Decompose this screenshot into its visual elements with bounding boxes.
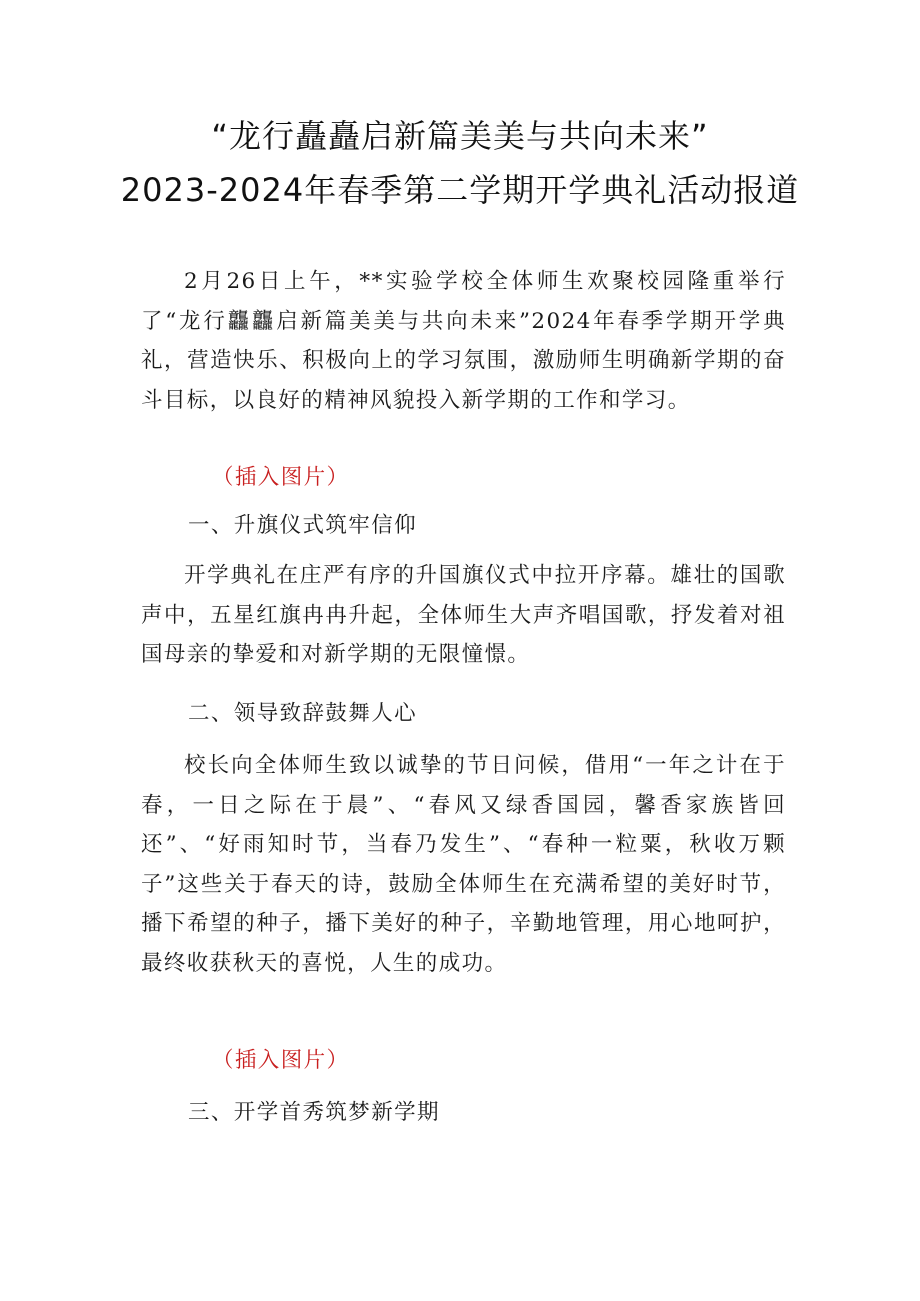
image-placeholder-1: （插入图片）	[212, 465, 350, 490]
section-2-heading: 二、领导致辞鼓舞人心	[188, 701, 418, 726]
document-title-line-1: “龙行矗矗启新篇美美与共向未来”	[211, 117, 709, 155]
section-3-heading: 三、开学首秀筑梦新学期	[188, 1100, 440, 1125]
section-1-heading: 一、升旗仪式筑牢信仰	[188, 513, 418, 538]
intro-paragraph: 2月26日上午，**实验学校全体师生欢聚校园隆重举行了“龙行龘龘启新篇美美与共向未来”2024年春季学期开学典礼，营造快乐、积极向上的学习氛围，激励师生明确新学期的奋斗目标，以良好的精神风貌投入新学期的工作和学习。	[141, 269, 786, 413]
section-2-paragraph: 校长向全体师生致以诚挚的节日问候，借用“一年之计在于春，一日之际在于晨”、“春风又绿香国园，馨香家族皆回还”、“好雨知时节，当春乃发生”、“春种一粒粟，秋收万颗子”这些关于春天的诗，鼓励全体师生在充满希望的美好时节，播下希望的种子，播下美好的种子，辛勤地管理，用心地呵护，最终收获秋天的喜悦，人生的成功。	[141, 753, 786, 976]
section-1-paragraph: 开学典礼在庄严有序的升国旗仪式中拉开序幕。雄壮的国歌声中，五星红旗冉冉升起，全体师生大声齐唱国歌，抒发着对祖国母亲的挚爱和对新学期的无限憧憬。	[141, 563, 786, 667]
document-title-line-2: 2023-2024年春季第二学期开学典礼活动报道	[120, 171, 800, 209]
image-placeholder-2: （插入图片）	[212, 1048, 350, 1073]
